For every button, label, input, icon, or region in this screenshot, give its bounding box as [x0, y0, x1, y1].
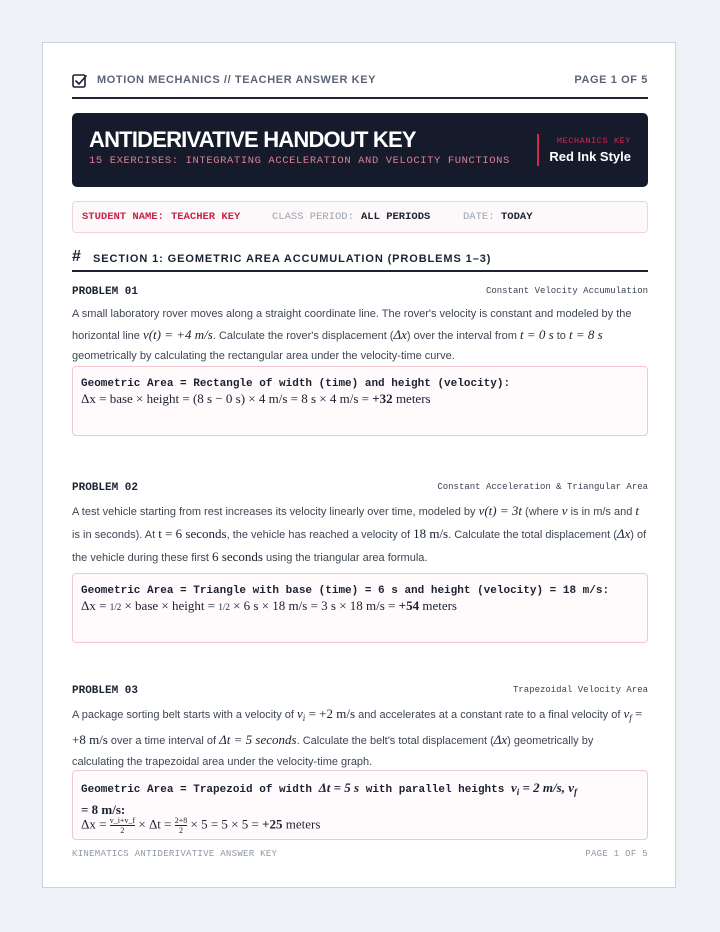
text-run: ) over the interval from — [406, 329, 520, 342]
math-run: t = 0 s — [519, 326, 554, 342]
banner-divider — [537, 134, 539, 166]
equation-text: Δx = — [81, 598, 110, 613]
student-name-value: TEACHER KEY — [171, 211, 241, 223]
problem-type: Constant Acceleration & Triangular Area — [437, 482, 648, 492]
answer-box — [72, 366, 648, 436]
text-run: A test vehicle starting from rest increases its velocity linearly over time, modeled by — [72, 506, 479, 518]
math-run: i — [516, 787, 520, 798]
math-run: v(t) = 3t — [478, 503, 522, 518]
math-run: v — [297, 706, 303, 721]
problem-type: Constant Velocity Accumulation — [485, 286, 648, 296]
math-run: i — [302, 713, 306, 724]
checkbox-icon — [72, 73, 88, 89]
text-run: A package sorting belt starts with a velocity of — [72, 709, 298, 721]
fraction-numerator: v_i+v_f — [109, 816, 136, 825]
problem-text — [72, 304, 648, 367]
math-run: v(t) = +4 m/s — [142, 326, 213, 342]
text-run: is in seconds). At — [72, 529, 159, 541]
math-run: Δx — [493, 732, 508, 748]
footer-page-number: PAGE 1 OF 5 — [585, 849, 648, 859]
math-run: = +8 m/s — [72, 706, 643, 748]
class-period-label: CLASS PERIOD: — [272, 211, 354, 223]
fraction-denominator: 2 — [120, 826, 125, 835]
problem-number: PROBLEM 01 — [72, 286, 139, 298]
text-run: and accelerates at a constant rate to a final velocity of — [355, 709, 624, 721]
banner-tag-style: Red Ink Style — [549, 149, 631, 164]
handout-page — [42, 42, 676, 888]
fraction: 1/2 — [218, 602, 230, 612]
math-run: t = 8 s — [568, 326, 603, 342]
math-run: 6 seconds — [212, 549, 263, 564]
class-period-value: ALL PERIODS — [361, 211, 431, 223]
answer-box — [72, 770, 648, 840]
text-run: using the triangular area formula. — [262, 552, 428, 564]
answer-equation — [81, 816, 639, 835]
page-header — [72, 72, 648, 99]
footer-title: KINEMATICS ANTIDERIVATIVE ANSWER KEY — [72, 849, 278, 859]
problem-number: PROBLEM 03 — [72, 685, 139, 697]
text-run: ) geometrically by calculating the trapezoidal area under the velocity-time graph. — [72, 735, 594, 769]
text-run: . Calculate the rover's displacement ( — [212, 329, 394, 342]
student-name-label: STUDENT NAME: — [82, 211, 164, 223]
math-run: f — [573, 787, 577, 798]
date-label: DATE: — [463, 211, 495, 223]
handout-title: ANTIDERIVATIVE HANDOUT KEY — [89, 127, 416, 152]
page-content — [72, 43, 648, 887]
header-brand: MOTION MECHANICS // TEACHER ANSWER KEY — [97, 74, 377, 86]
math-run: Δx — [393, 326, 407, 342]
problem-type: Trapezoidal Velocity Area — [512, 685, 648, 695]
handout-subtitle: 15 EXERCISES: INTEGRATING ACCELERATION AND VELOCITY FUNCTIONS — [89, 155, 510, 167]
answer-box — [72, 573, 648, 643]
title-banner — [72, 113, 648, 187]
answer-unit: meters — [392, 391, 431, 406]
equation-text: × Δt = — [135, 816, 175, 832]
math-run: = 8 m/s: — [81, 802, 126, 818]
text-run: A small laboratory rover moves along a straight coordinate line. The rover's velocity is constant and modeled by the horizontal line — [72, 308, 632, 342]
text-run: over a time interval of — [107, 735, 220, 748]
fraction: 1/2 — [109, 602, 122, 612]
math-run: 18 m/s — [413, 526, 449, 541]
equation-text: Δx = base × height = (8 s − 0 s) × 4 m/s = 8 s × 4 m/s = — [81, 391, 373, 406]
answer-heading — [81, 779, 639, 821]
math-run: Δt = 5 seconds — [219, 732, 297, 748]
math-run: = 2 m/s, v — [519, 780, 574, 795]
math-run: t = 6 seconds — [158, 526, 227, 541]
text-run: (where — [522, 506, 562, 518]
fraction-numerator: 2+8 — [174, 816, 188, 825]
student-info-box — [72, 201, 648, 233]
answer-result: +32 — [372, 391, 393, 406]
text-run: . Calculate the belt's total displacement ( — [296, 735, 494, 748]
math-run: Δt = 5 s — [318, 780, 360, 795]
equation-text: × 6 s × 18 m/s = 3 s × 18 m/s = — [229, 598, 399, 613]
answer-heading: Geometric Area = Rectangle of width (time) and height (velocity): — [81, 378, 511, 390]
equation-text: × base × height = — [121, 598, 219, 613]
math-run: = +2 m/s — [305, 706, 356, 721]
equation-text: Δx = — [81, 816, 110, 832]
heading-text: Geometric Area = Trapezoid of width — [81, 784, 319, 796]
answer-unit: meters — [282, 816, 321, 832]
text-run: ) of the vehicle during these first — [72, 529, 647, 564]
math-run: v — [561, 503, 568, 518]
answer-result: +25 — [262, 816, 283, 832]
math-run: v — [510, 780, 517, 795]
text-run: geometrically by calculating the rectangular area under the velocity-time curve. — [72, 350, 455, 362]
problem-text — [72, 500, 648, 569]
date-value: TODAY — [501, 211, 533, 223]
hash-icon: # — [72, 248, 81, 265]
answer-heading: Geometric Area = Triangle with base (time) = 6 s and height (velocity) = 18 m/s: — [81, 585, 610, 597]
fraction — [175, 816, 188, 835]
math-run: t — [635, 503, 640, 518]
text-run: is in m/s and — [567, 506, 636, 518]
answer-result: +54 — [398, 598, 420, 613]
text-run: . Calculate the total displacement ( — [448, 529, 617, 541]
answer-equation — [81, 391, 639, 407]
problem-number: PROBLEM 02 — [72, 482, 139, 494]
math-run: Δx — [616, 526, 631, 541]
problem-text — [72, 703, 648, 773]
math-run: f — [629, 713, 632, 724]
fraction — [110, 816, 135, 835]
section-header — [72, 248, 648, 272]
math-run: v — [623, 706, 630, 721]
answer-equation — [81, 598, 639, 614]
heading-text: with parallel heights — [359, 784, 511, 796]
answer-unit: meters — [419, 598, 457, 613]
text-run: to — [553, 329, 569, 342]
banner-tag-small: MECHANICS KEY — [556, 136, 631, 146]
header-page-number: PAGE 1 OF 5 — [574, 74, 648, 86]
text-run: , the vehicle has reached a velocity of — [226, 529, 414, 541]
fraction-denominator: 2 — [179, 826, 183, 835]
section-title: SECTION 1: GEOMETRIC AREA ACCUMULATION (PROBLEMS 1–3) — [93, 253, 492, 265]
equation-text: × 5 = 5 × 5 = — [187, 816, 263, 832]
